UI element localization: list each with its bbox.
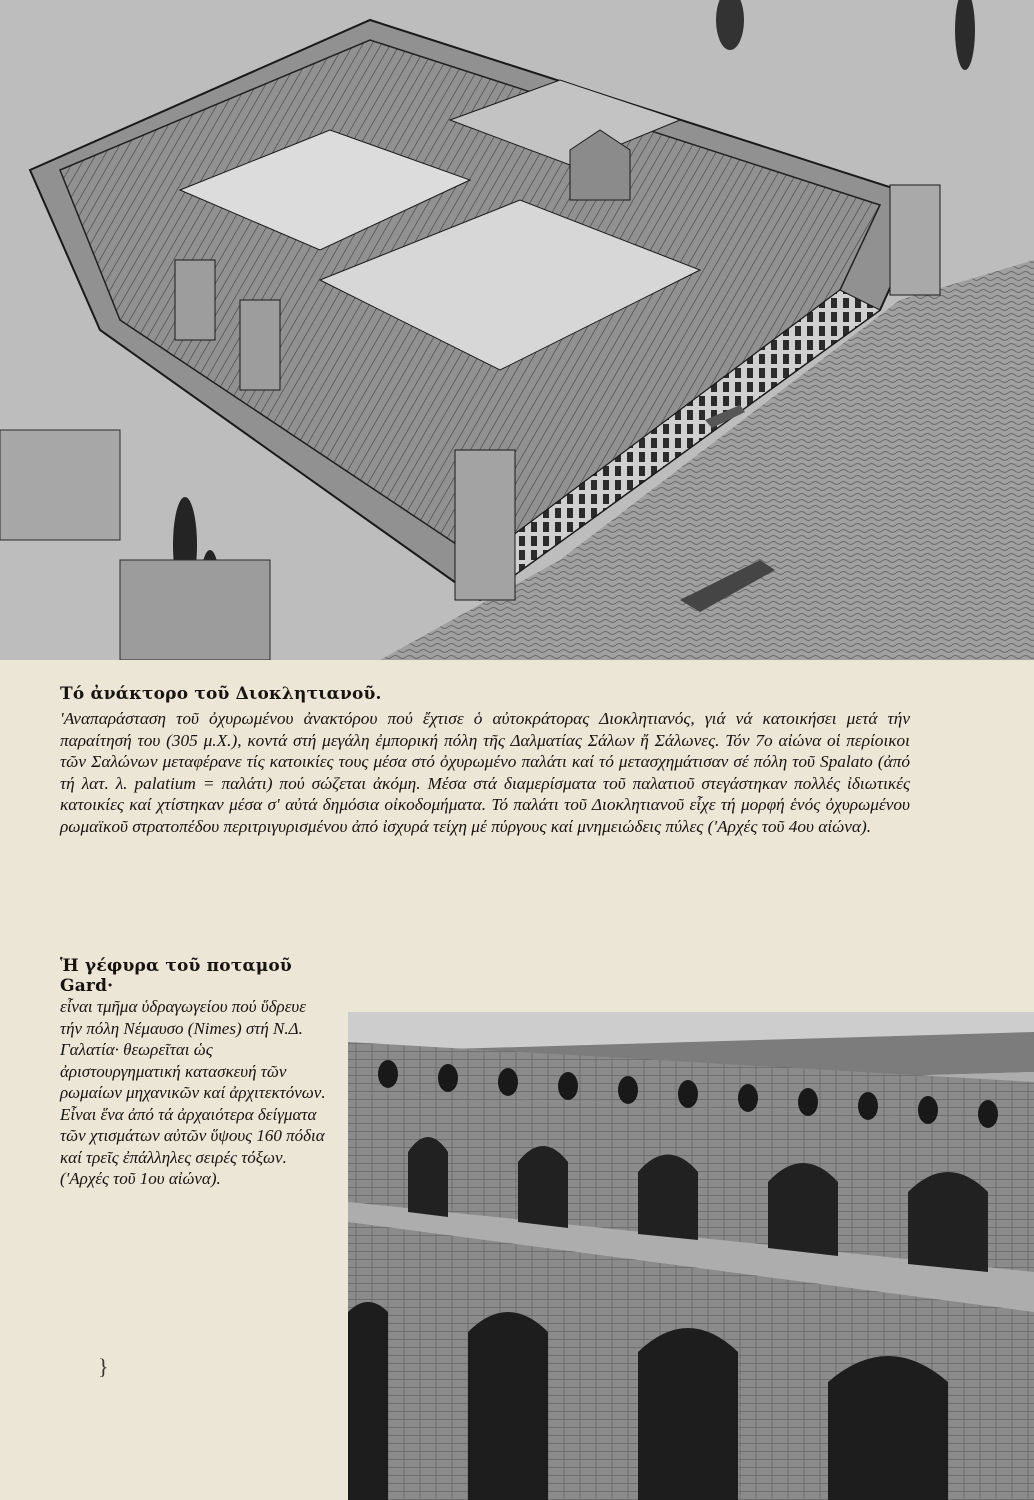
- palace-caption-text: 'Αναπαράσταση τοῦ ὀχυρωμένου ἀνακτόρου πού ἔχτισε ὁ αὐτοκράτορας Διοκλητιανός, γιά νά κατοικήσει μετά τήν παραίτησή του (305 μ.Χ.), κοντά στή μεγάλη ἐμπορική πόλη τῆς Δαλματίας Σάλων ἤ Σάλωνες. Τόν 7ο αἰώνα οἱ περίοικοι τῶν Σαλώνων μεταφέρανε τίς κατοικίες τους μέσα στό ὀχυρωμένο παλάτι καί τό μετασχημάτισαν σέ πόλη τοῦ Spalato (ἀπό τή λατ. λ. palatium = παλάτι) πού σώζεται ἀκόμη. Μέσα στά διαμερίσματα τοῦ παλατιοῦ στεγάστηκαν πολλές ἰδιωτικές κατοικίες καί χτίστηκαν μέσα σ' αὐτά δημόσια οἰκοδομήματα. Τό παλάτι τοῦ Διοκλητιανοῦ εἶχε τή μορφή ἑνός ὀχυρωμένου ρωμαϊκοῦ στρατοπέδου περιτριγυρισμένου ἀπό ἰσχυρά τείχη μέ πύργους καί μνημειώδεις πύλες ('Αρχές τοῦ 4ου αἰώνα).: [60, 709, 910, 836]
- margin-mark: }: [98, 1354, 109, 1379]
- pont-du-gard-image: [348, 1012, 1034, 1500]
- palace-drawing: [0, 0, 1034, 660]
- palace-caption-title: Τό ἀνάκτορο τοῦ Διοκλητιανοῦ.: [60, 684, 382, 704]
- bridge-caption-title: Ἡ γέφυρα τοῦ ποταμοῦ Gard·: [60, 956, 292, 996]
- bridge-caption-text: εἶναι τμῆμα ὑδραγωγείου πού ὕδρευε τήν πόλη Νέμαυσο (Nimes) στή Ν.Δ. Γαλατία· θεωρεῖται ὡς ἀριστουργηματική κατασκευή τῶν ρωμαίων μηχανικῶν καί ἀρχιτεκτόνων. Εἶναι ἕνα ἀπό τά ἀρχαιότερα δείγματα τῶν χτισμάτων αὐτῶν ὕψους 160 πόδια καί τρεῖς ἐπάλληλες σειρές τόξων. ('Αρχές τοῦ 1ου αἰώνα).: [60, 997, 326, 1188]
- aqueduct-drawing: [348, 1012, 1034, 1500]
- palace-caption: [60, 684, 910, 838]
- bridge-caption: [60, 956, 332, 1190]
- palace-reconstruction-image: [0, 0, 1034, 660]
